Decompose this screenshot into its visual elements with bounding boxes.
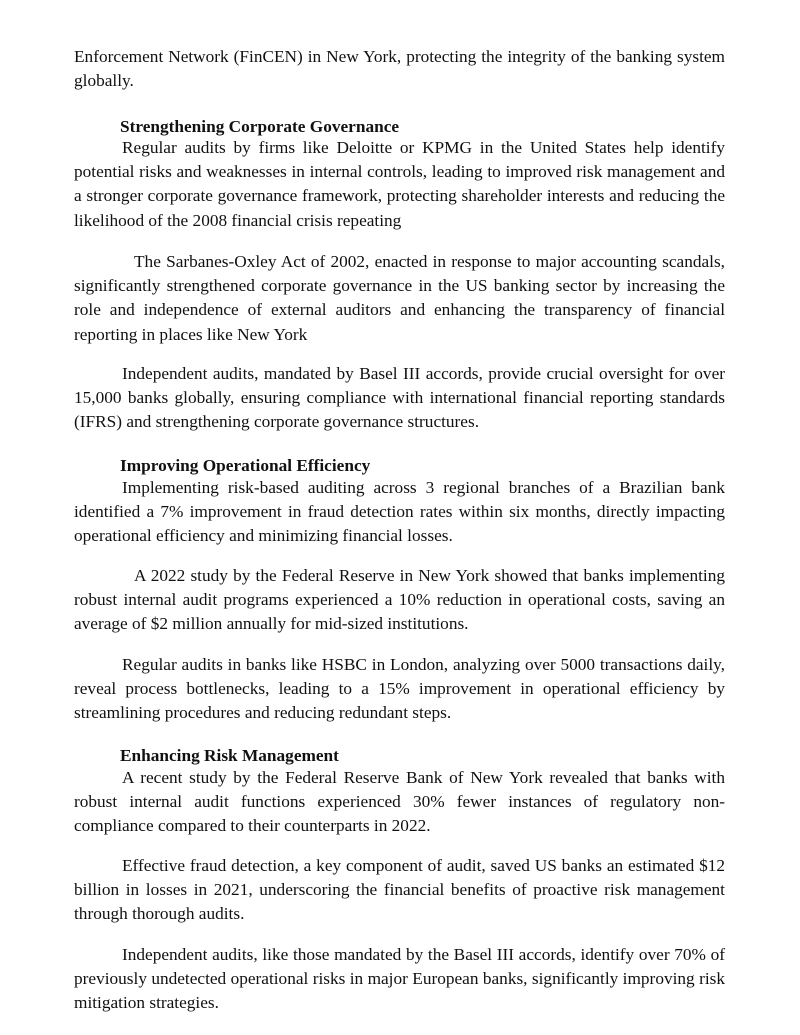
governance-paragraph-1: Regular audits by firms like Deloitte or KPMG in the United States help identify potential risks and weaknesses in internal controls, leading to improved risk management and a stronger corporate governance framework, protecting shareholder interests and reducing the likelihood of the 2008 financial crisis repeating [74, 138, 725, 230]
risk-paragraph-2: Effective fraud detection, a key component of audit, saved US banks an estimated $12 billion in losses in 2021, underscoring the financial benefits of proactive risk management through thorough audits. [74, 856, 725, 924]
section-heading-risk-management: Enhancing Risk Management [120, 746, 339, 765]
governance-paragraph-2: The Sarbanes-Oxley Act of 2002, enacted in response to major accounting scandals, significantly strengthened corporate governance in the US banking sector by increasing the role and independence of external auditors and enhancing the transparency of financial reporting in places like New York [74, 252, 725, 344]
efficiency-paragraph-3: Regular audits in banks like HSBC in London, analyzing over 5000 transactions daily, reveal process bottlenecks, leading to a 15% improvement in operational efficiency by streamlining procedures and reducing redundant steps. [74, 655, 725, 723]
efficiency-paragraph-1: Implementing risk-based auditing across 3 regional branches of a Brazilian bank identified a 7% improvement in fraud detection rates within six months, directly impacting operational efficiency and minimizing financial losses. [74, 478, 725, 546]
intro-paragraph: Enforcement Network (FinCEN) in New York, protecting the integrity of the banking system globally. [74, 47, 725, 91]
efficiency-paragraph-2: A 2022 study by the Federal Reserve in New York showed that banks implementing robust internal audit programs experienced a 10% reduction in operational costs, saving an average of $2 million annually for mid-sized institutions. [74, 566, 725, 634]
risk-paragraph-1: A recent study by the Federal Reserve Bank of New York revealed that banks with robust internal audit functions experienced 30% fewer instances of regulatory non-compliance compared to their counterparts in 2022. [74, 768, 725, 836]
governance-paragraph-3: Independent audits, mandated by Basel III accords, provide crucial oversight for over 15,000 banks globally, ensuring compliance with international financial reporting standards (IFRS) and strengthening corporate governance structures. [74, 364, 725, 432]
risk-paragraph-3: Independent audits, like those mandated by the Basel III accords, identify over 70% of previously undetected operational risks in major European banks, significantly improving risk mitigation strategies. [74, 945, 725, 1013]
section-heading-corporate-governance: Strengthening Corporate Governance [120, 117, 400, 136]
section-heading-operational-efficiency: Improving Operational Efficiency [120, 456, 371, 475]
